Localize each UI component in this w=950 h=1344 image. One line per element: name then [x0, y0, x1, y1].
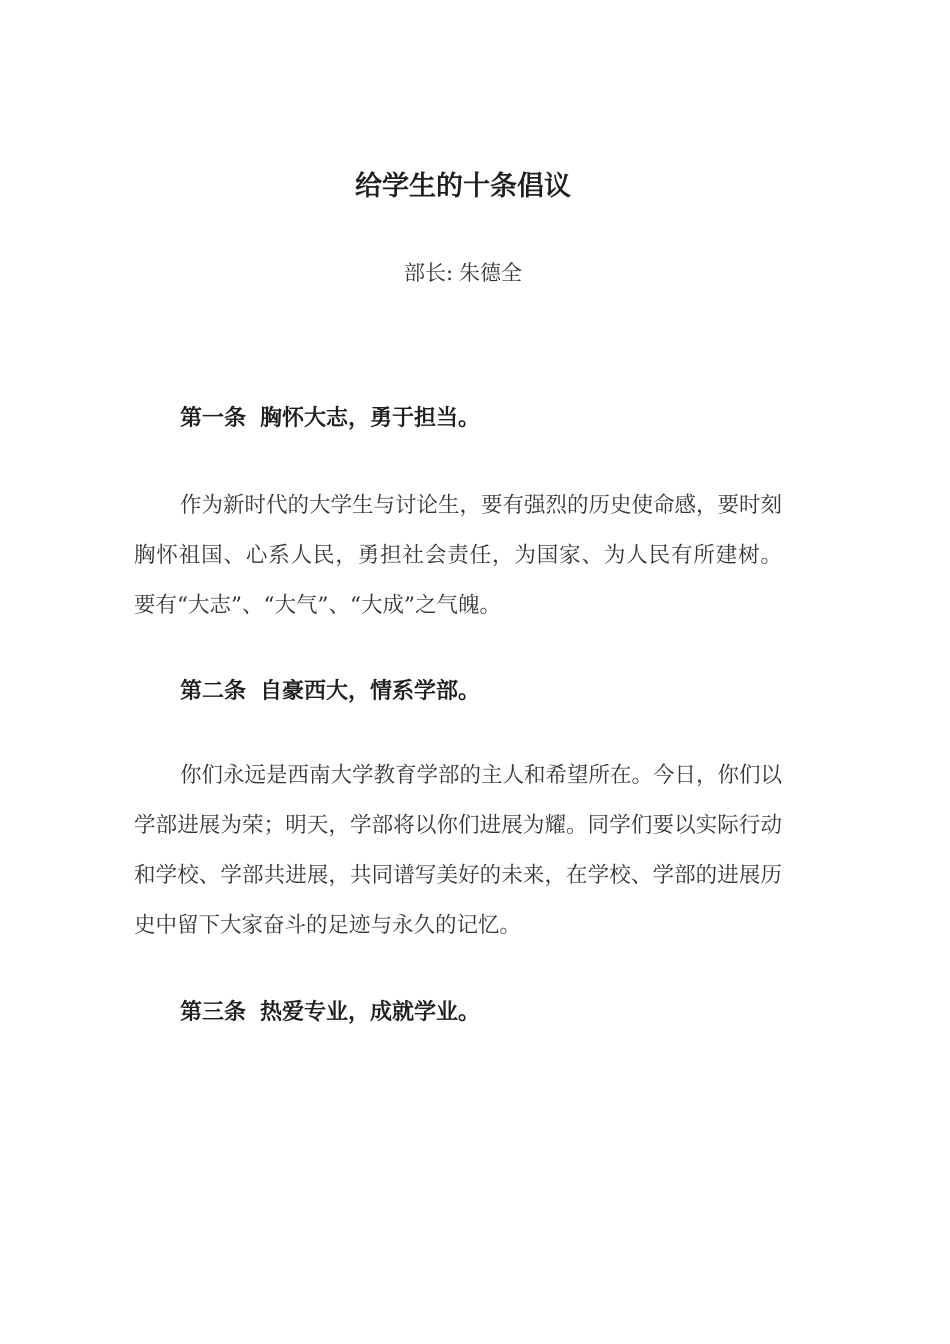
article-2-body: 你们永远是西南大学教育学部的主人和希望所在。今日，你们以学部进展为荣；明天，学部将以你们进展为耀。同学们要以实际行动和学校、学部共进展，共同谱写美好的未来，在学校、学部的进展历史中留下大家奋斗的足迹与永久的记忆。 [134, 763, 783, 938]
author-label: 部长: [403, 261, 454, 285]
article-3-heading [180, 997, 480, 1029]
article-2-heading [180, 676, 480, 708]
article-1-heading [180, 403, 480, 435]
article-1-body: 作为新时代的大学生与讨论生，要有强烈的历史使命感，要时刻胸怀祖国、心系人民，勇担社会责任，为国家、为人民有所建树。 要有“大志”、“大气”、“大成”之气魄。 [134, 493, 783, 618]
author-line [0, 258, 926, 288]
article-2-number: 第二条 [180, 679, 247, 704]
author-name: 朱德全 [459, 261, 523, 285]
document-title: 给学生的十条倡议 [355, 171, 571, 202]
article-1-title: 胸怀大志，勇于担当。 [260, 406, 481, 431]
article-3-title: 热爱专业，成就学业。 [260, 1000, 481, 1025]
article-2-title: 自豪西大，情系学部。 [260, 679, 481, 704]
article-3-number: 第三条 [180, 1000, 247, 1025]
article-1-number: 第一条 [180, 406, 247, 431]
